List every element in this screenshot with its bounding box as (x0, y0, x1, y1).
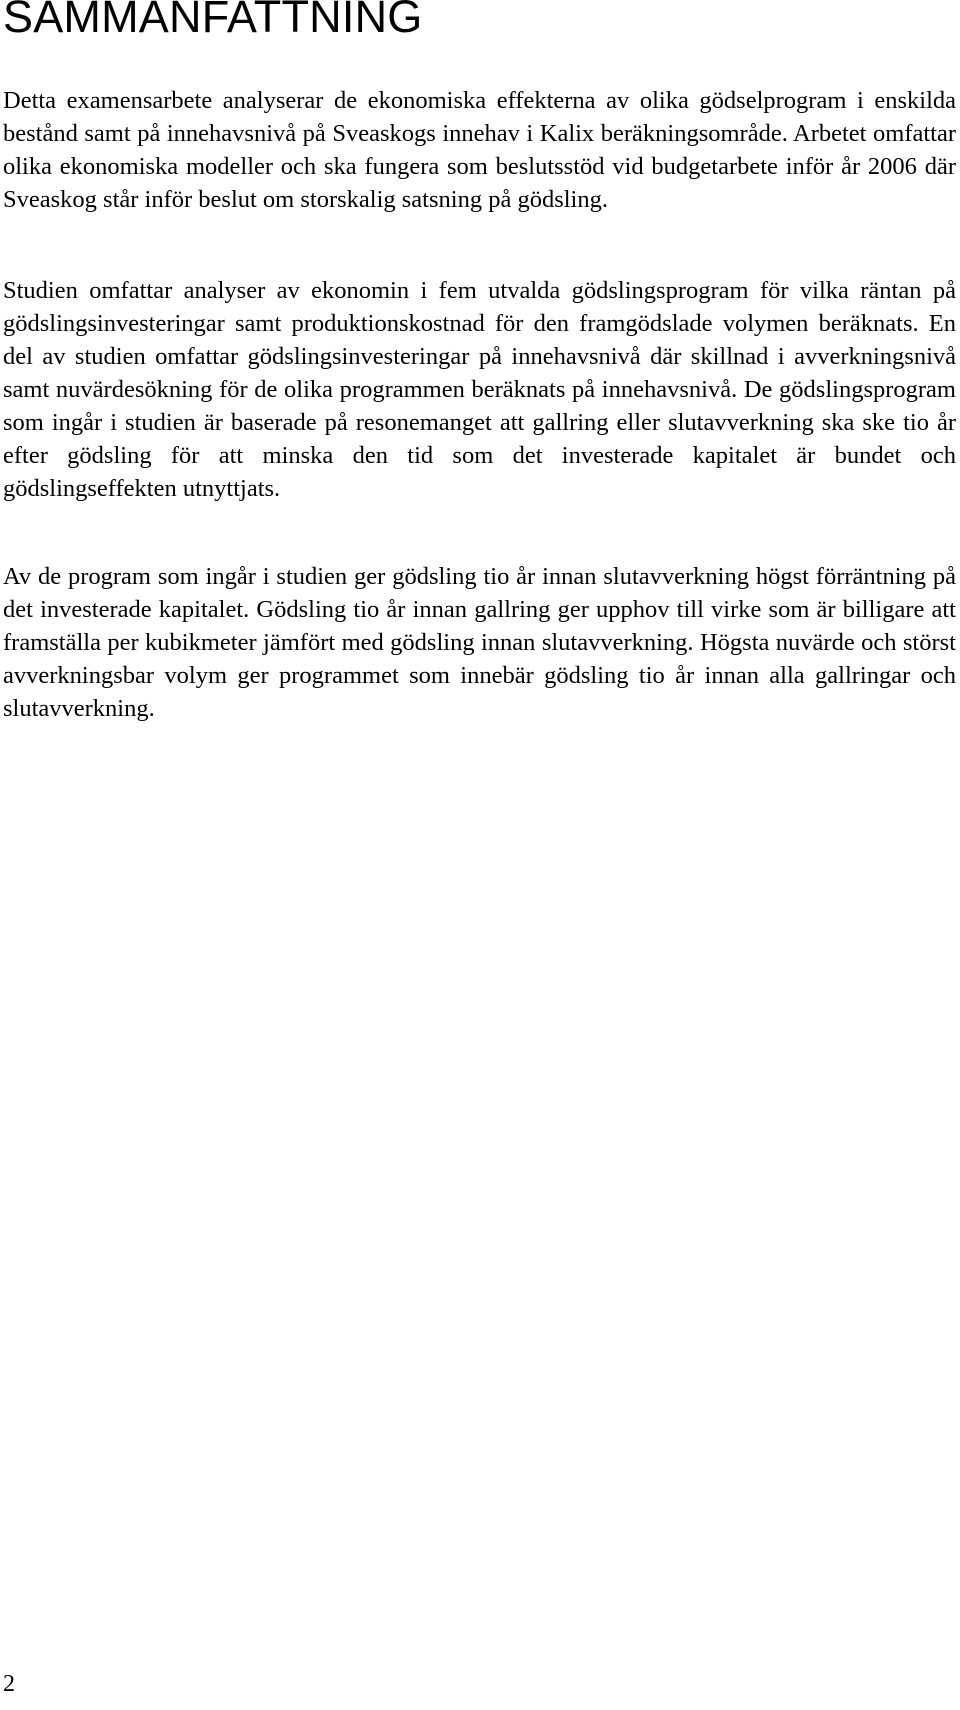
page-heading: SAMMANFATTNING (3, 0, 423, 42)
summary-paragraph-1: Detta examensarbete analyserar de ekonomiska effekterna av olika gödselprogram i enskilda bestånd samt på innehavsnivå på Sveaskogs innehav i Kalix beräkningsområde. Arbetet omfattar olika ekonomiska modeller och ska fungera som beslutsstöd vid budgetarbete inför år 2006 där Sveaskog står inför beslut om storskalig satsning på gödsling. (3, 87, 956, 213)
summary-paragraph-2: Studien omfattar analyser av ekonomin i fem utvalda gödslingsprogram för vilka räntan på gödslingsinvesteringar samt produktionskostnad för den framgödslade volymen beräknats. En del av studien omfattar gödslingsinvesteringar på innehavsnivå där skillnad i avverkningsnivå samt nuvärdesökning för de olika programmen beräknats på innehavsnivå. De gödslingsprogram som ingår i studien är baserade på resonemanget att gallring eller slutavverkning ska ske tio år efter gödsling för att minska den tid som det investerade kapitalet är bundet och gödslingseffekten utnyttjats. (3, 277, 956, 502)
summary-paragraph-3: Av de program som ingår i studien ger gödsling tio år innan slutavverkning högst förräntning på det investerade kapitalet. Gödsling tio år innan gallring ger upphov till virke som är billigare att framställa per kubikmeter jämfört med gödsling innan slutavverkning. Högsta nuvärde och störst avverkningsbar volym ger programmet som innebär gödsling tio år innan alla gallringar och slutavverkning. (3, 563, 956, 722)
page-number: 2 (3, 1671, 15, 1697)
